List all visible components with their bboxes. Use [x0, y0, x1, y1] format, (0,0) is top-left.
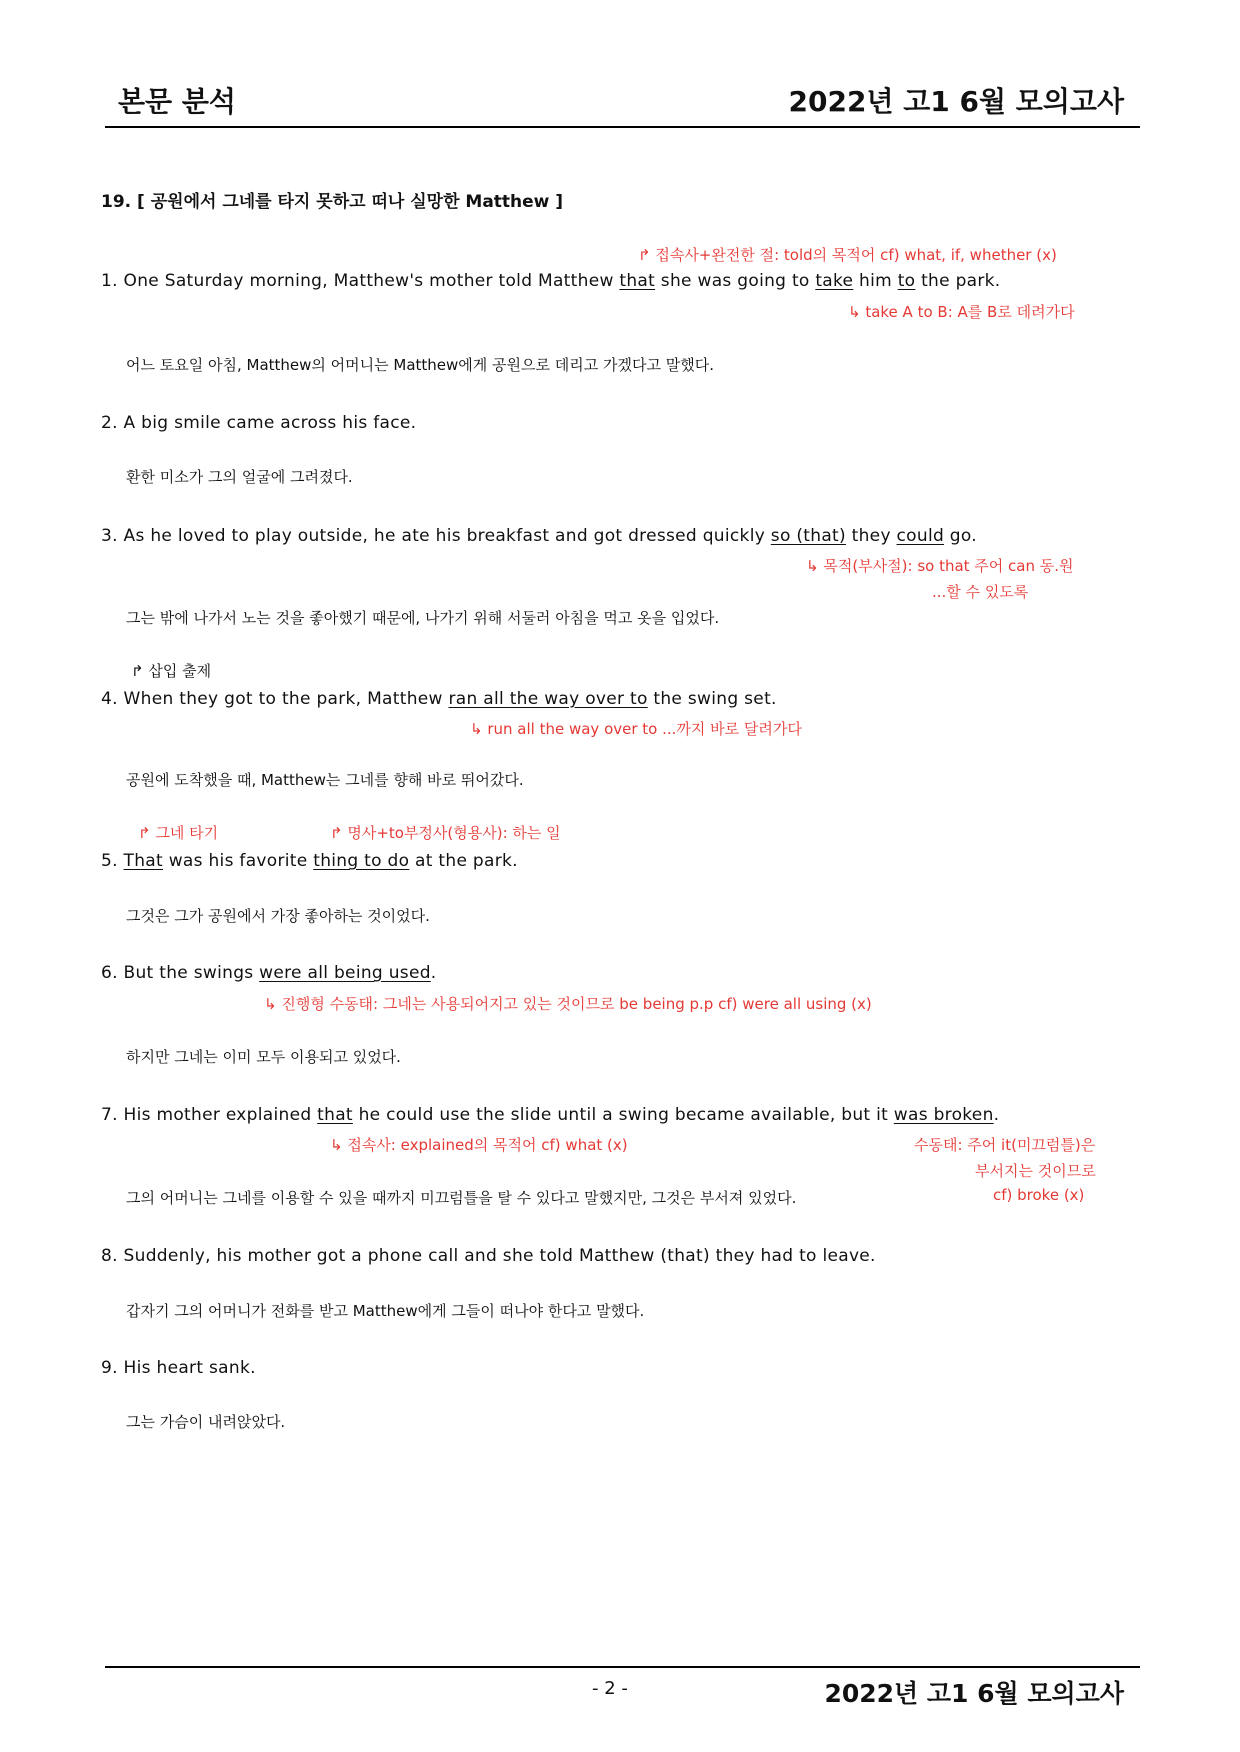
item3-note-below-2: ...할 수 있도록	[932, 583, 1029, 601]
item8-sentence: 8. Suddenly, his mother got a phone call and she told Matthew (that) they had to leave.	[101, 1246, 876, 1266]
header-title: 본문 분석	[118, 85, 236, 118]
item4-sentence: 4. When they got to the park, Matthew ran all the way over to the swing set.	[101, 689, 777, 709]
item9-sentence: 9. His heart sank.	[101, 1358, 256, 1378]
item4-translation: 공원에 도착했을 때, Matthew는 그네를 향해 바로 뛰어갔다.	[126, 771, 524, 789]
item5-note-above-1: ↱ 그네 타기	[138, 824, 219, 842]
item1-sentence: 1. One Saturday morning, Matthew's mother told Matthew that she was going to take him to the park.	[101, 271, 1001, 291]
item3-translation: 그는 밖에 나가서 노는 것을 좋아했기 때문에, 나가기 위해 서둘러 아침을 먹고 옷을 입었다.	[126, 609, 720, 627]
item4-note-above: ↱ 삽입 출제	[131, 662, 212, 680]
item5-note-above-2: ↱ 명사+to부정사(형용사): 하는 일	[330, 824, 561, 842]
item1-note-above: ↱ 접속사+완전한 절: told의 목적어 cf) what, if, whether (x)	[638, 246, 1057, 264]
page-number: - 2 -	[592, 1678, 628, 1699]
item7-note-below: ↳ 접속사: explained의 목적어 cf) what (x)	[330, 1136, 628, 1154]
item7-note-right-2: 부서지는 것이므로	[975, 1162, 1096, 1180]
item4-note-below: ↳ run all the way over to ...까지 바로 달려가다	[470, 720, 802, 738]
section-title: 19. [ 공원에서 그네를 타지 못하고 떠나 실망한 Matthew ]	[101, 192, 564, 212]
item7-sentence: 7. His mother explained that he could use the slide until a swing became available, but it was broken.	[101, 1105, 1000, 1125]
item1-note-below: ↳ take A to B: A를 B로 데려가다	[848, 303, 1075, 321]
item5-sentence: 5. That was his favorite thing to do at the park.	[101, 851, 518, 871]
item8-translation: 갑자기 그의 어머니가 전화를 받고 Matthew에게 그들이 떠나야 한다고 말했다.	[126, 1302, 645, 1320]
item7-note-right-3: cf) broke (x)	[993, 1186, 1085, 1204]
header-rule	[105, 126, 1140, 128]
item1-translation: 어느 토요일 아침, Matthew의 어머니는 Matthew에게 공원으로 데리고 가겠다고 말했다.	[126, 356, 714, 374]
header-exam: 2022년 고1 6월 모의고사	[788, 85, 1124, 118]
footer-title: 2022년 고1 6월 모의고사	[824, 1679, 1124, 1708]
footer-rule	[105, 1666, 1140, 1668]
item2-sentence: 2. A big smile came across his face.	[101, 413, 417, 433]
item5-translation: 그것은 그가 공원에서 가장 좋아하는 것이었다.	[126, 907, 430, 925]
item7-note-right-1: 수동태: 주어 it(미끄럼틀)은	[914, 1136, 1096, 1154]
item3-sentence: 3. As he loved to play outside, he ate his breakfast and got dressed quickly so (that) they could go.	[101, 526, 977, 546]
item2-translation: 환한 미소가 그의 얼굴에 그려졌다.	[126, 468, 353, 486]
item7-translation: 그의 어머니는 그네를 이용할 수 있을 때까지 미끄럼틀을 탈 수 있다고 말했지만, 그것은 부서져 있었다.	[126, 1189, 797, 1207]
item3-note-below-1: ↳ 목적(부사절): so that 주어 can 동.원	[806, 557, 1074, 575]
item6-note-below: ↳ 진행형 수동태: 그네는 사용되어지고 있는 것이므로 be being p.p cf) were all using (x)	[264, 995, 872, 1013]
item6-translation: 하지만 그네는 이미 모두 이용되고 있었다.	[126, 1048, 401, 1066]
item6-sentence: 6. But the swings were all being used.	[101, 963, 437, 983]
item9-translation: 그는 가슴이 내려앉았다.	[126, 1413, 286, 1431]
